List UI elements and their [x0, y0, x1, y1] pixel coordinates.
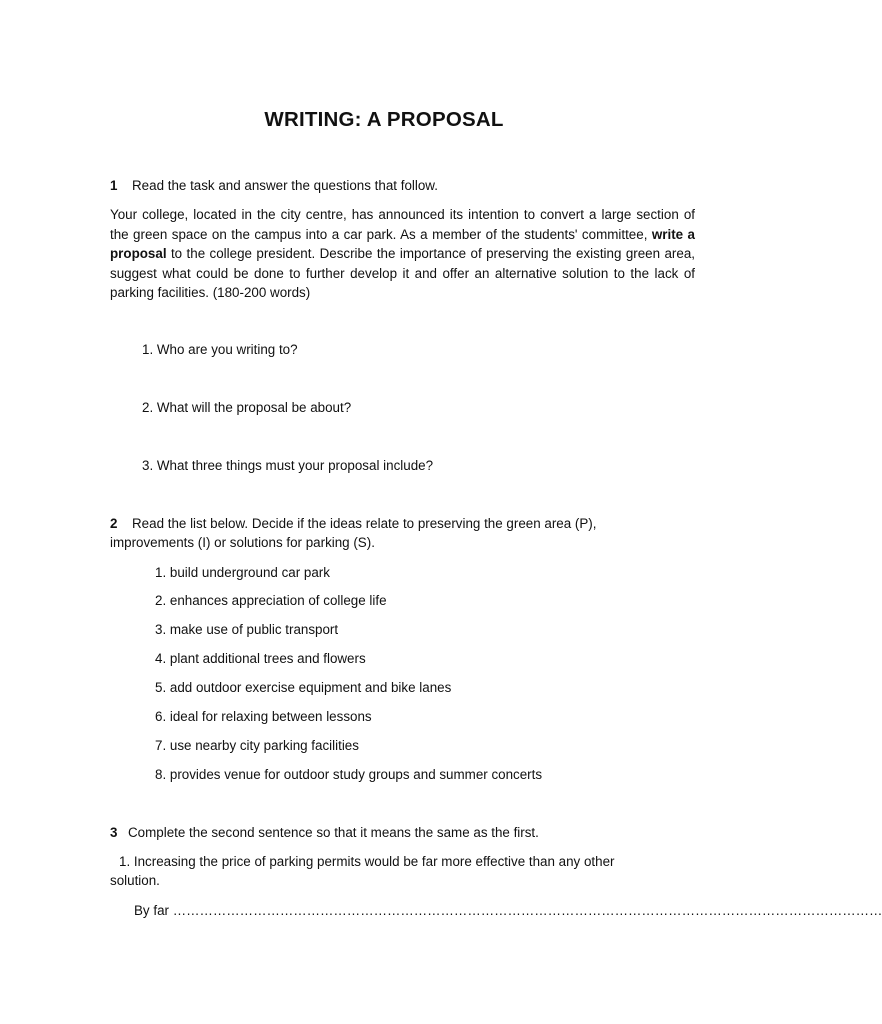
list-item: 4. plant additional trees and flowers — [155, 651, 366, 666]
section-1-number: 1 — [110, 178, 118, 193]
task-text-part1: Your college, located in the city centre, has announced its intention to convert a large section of the green space on the campus into a car park. As a member of the students' committee, — [110, 207, 695, 242]
question-2: 2. What will the proposal be about? — [142, 400, 352, 415]
list-item: 7. use nearby city parking facilities — [155, 738, 359, 753]
task-text-part2: to the college president. Describe the importance of preserving the existing green area, suggest what could be done to further develop it and offer an alternative solution to the lack of parking facilities. (180-200 words) — [110, 246, 695, 300]
sentence-line2: solution. — [110, 873, 160, 888]
list-item: 2. enhances appreciation of college life — [155, 593, 387, 608]
question-1: 1. Who are you writing to? — [142, 342, 298, 357]
list-item: 5. add outdoor exercise equipment and bike lanes — [155, 680, 452, 695]
section-3-heading — [110, 823, 539, 843]
page-title: WRITING: A PROPOSAL — [264, 108, 504, 131]
section-2-instruction-line2: improvements (I) or solutions for parking (S). — [110, 535, 375, 550]
answer-line[interactable] — [134, 901, 882, 921]
sentence-line1: 1. Increasing the price of parking permits would be far more effective than any other — [119, 854, 615, 869]
section-3-number: 3 — [110, 825, 118, 840]
section-3-instruction: Complete the second sentence so that it means the same as the first. — [128, 825, 539, 840]
section-2-number: 2 — [110, 516, 118, 531]
task-text-bold: write a proposal — [110, 226, 696, 261]
section-2-instruction-line1: Read the list below. Decide if the ideas relate to preserving the green area (P), — [132, 516, 597, 531]
list-item: 6. ideal for relaxing between lessons — [155, 709, 372, 724]
list-item: 8. provides venue for outdoor study groups and summer concerts — [155, 767, 543, 782]
list-item: 3. make use of public transport — [155, 622, 339, 637]
list-item: 1. build underground car park — [155, 565, 330, 580]
section-1-instruction: Read the task and answer the questions that follow. — [132, 178, 438, 193]
section-2-heading — [110, 514, 596, 534]
section-1-heading — [110, 176, 438, 196]
answer-prefix: By far — [134, 903, 169, 918]
task-paragraph — [110, 205, 695, 303]
answer-dots: …………………………………………………………………………………………………………………………………………… — [172, 903, 882, 918]
question-3: 3. What three things must your proposal include? — [142, 458, 434, 473]
